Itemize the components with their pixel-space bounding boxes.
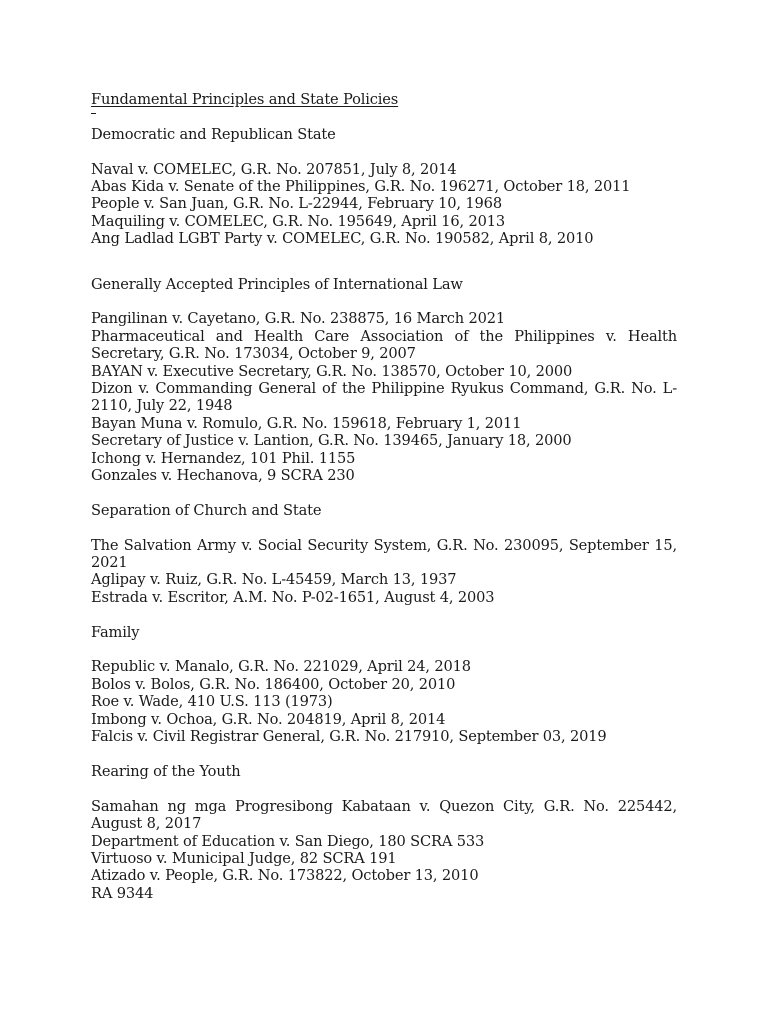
case-entry: RA 9344	[91, 884, 154, 902]
case-entry: Samahan ng mga Progresibong Kabataan v. Quezon City, G.R. No. 225442, August 8, 2017	[91, 797, 677, 833]
case-entry: Naval v. COMELEC, G.R. No. 207851, July 8, 2014	[91, 160, 457, 178]
section-heading-democratic-republican-state: Democratic and Republican State	[91, 125, 336, 143]
section-heading-rearing-of-youth: Rearing of the Youth	[91, 762, 241, 780]
case-entry: Aglipay v. Ruiz, G.R. No. L-45459, March 13, 1937	[91, 571, 457, 589]
case-entry: Falcis v. Civil Registrar General, G.R. No. 217910, September 03, 2019	[91, 728, 607, 746]
section-heading-church-and-state: Separation of Church and State	[91, 501, 322, 519]
case-list-international-law	[91, 310, 677, 484]
case-entry: Dizon v. Commanding General of the Philippine Ryukus Command, G.R. No. L-2110, July 22, 1948	[91, 380, 677, 415]
case-entry: Imbong v. Ochoa, G.R. No. 204819, April 8, 2014	[91, 710, 446, 728]
case-entry: Ang Ladlad LGBT Party v. COMELEC, G.R. No. 190582, April 8, 2010	[91, 230, 594, 248]
case-entry: Department of Education v. San Diego, 180 SCRA 533	[91, 832, 485, 850]
case-entry: Ichong v. Hernandez, 101 Phil. 1155	[91, 449, 356, 467]
document-title: Fundamental Principles and State Policies	[91, 91, 399, 108]
case-entry: Roe v. Wade, 410 U.S. 113 (1973)	[91, 693, 333, 711]
case-entry: Republic v. Manalo, G.R. No. 221029, April 24, 2018	[91, 658, 471, 676]
case-list-rearing-of-youth	[91, 798, 677, 902]
case-entry: Gonzales v. Hechanova, 9 SCRA 230	[91, 467, 355, 485]
case-entry: Pangilinan v. Cayetano, G.R. No. 238875, 16 March 2021	[91, 310, 505, 328]
case-entry: Estrada v. Escritor, A.M. No. P-02-1651, August 4, 2003	[91, 588, 495, 606]
case-entry: Maquiling v. COMELEC, G.R. No. 195649, April 16, 2013	[91, 212, 506, 230]
case-list-church-and-state	[91, 537, 677, 607]
case-entry: The Salvation Army v. Social Security System, G.R. No. 230095, September 15, 2021	[91, 536, 677, 572]
case-entry: BAYAN v. Executive Secretary, G.R. No. 138570, October 10, 2000	[91, 362, 573, 380]
case-entry: People v. San Juan, G.R. No. L-22944, February 10, 1968	[91, 195, 502, 213]
section-heading-family: Family	[91, 623, 140, 641]
case-entry: Virtuoso v. Municipal Judge, 82 SCRA 191	[91, 849, 397, 867]
stray-underline-mark	[91, 108, 677, 125]
case-entry: Pharmaceutical and Health Care Association of the Philippines v. Health Secretary, G.R. No. 173034, October 9, 2007	[91, 327, 677, 363]
case-list-family	[91, 658, 677, 745]
case-entry: Secretary of Justice v. Lantion, G.R. No. 139465, January 18, 2000	[91, 432, 572, 450]
section-heading-international-law: Generally Accepted Principles of International Law	[91, 275, 463, 293]
case-entry: Bolos v. Bolos, G.R. No. 186400, October 20, 2010	[91, 675, 456, 693]
document-page	[91, 91, 677, 902]
case-entry: Atizado v. People, G.R. No. 173822, October 13, 2010	[91, 867, 479, 885]
case-entry: Bayan Muna v. Romulo, G.R. No. 159618, February 1, 2011	[91, 414, 522, 432]
case-entry: Abas Kida v. Senate of the Philippines, G.R. No. 196271, October 18, 2011	[91, 178, 631, 195]
case-list-democratic-republican-state	[91, 161, 677, 248]
